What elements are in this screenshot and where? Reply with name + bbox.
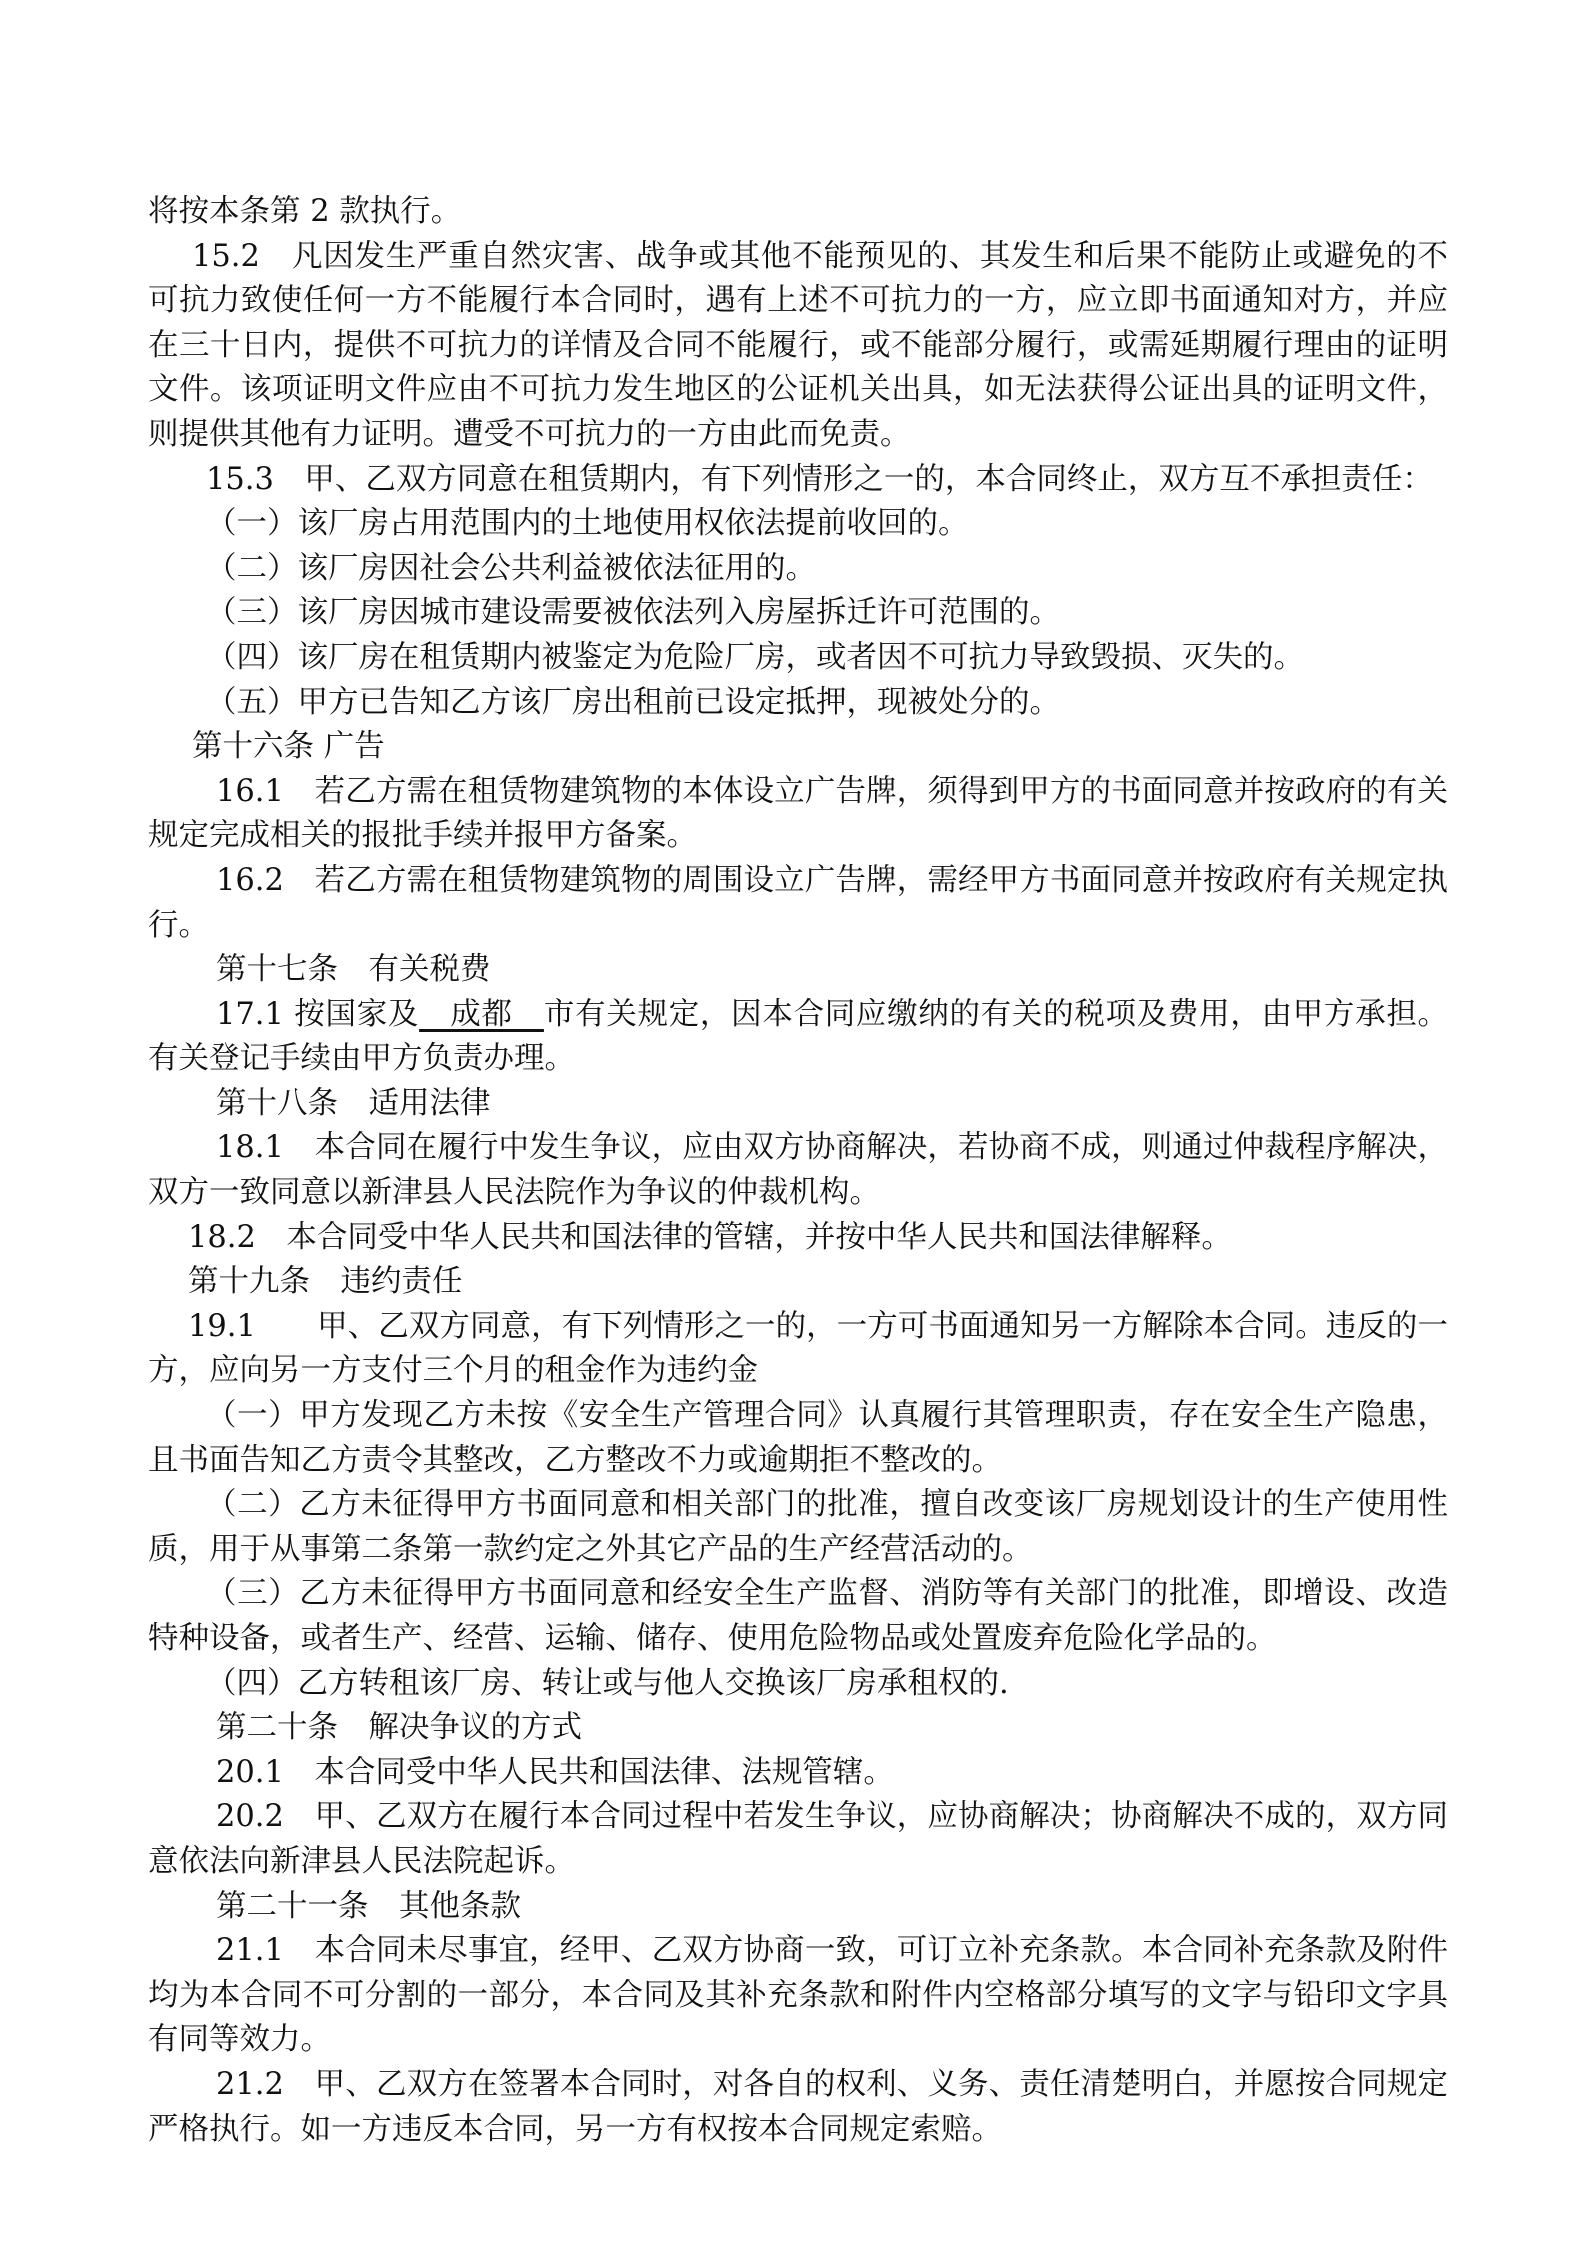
article-19-heading: 第十九条 违约责任 [188,1264,463,1300]
clause-19-1-item-3: （三）乙方未征得甲方书面同意和经安全生产监督、消防等有关部门的批准，即增设、改造特种设备，或者生产、经营、运输、储存、使用危险物品或处置废弃危险化学品的。 [148,1576,1448,1656]
contract-body [148,190,1448,2152]
clause-15-3: 15.3 甲、乙双方同意在租赁期内，有下列情形之一的，本合同终止，双方互不承担责任： [206,461,1433,497]
clause-19-1-item-2: （二）乙方未征得甲方书面同意和相关部门的批准，擅自改变该厂房规划设计的生产使用性质，用于从事第二条第一款约定之外其它产品的生产经营活动的。 [148,1487,1448,1567]
article-16-heading: 第十六条 广告 [192,729,385,765]
clause-18-1: 18.1 本合同在履行中发生争议，应由双方协商解决，若协商不成，则通过仲裁程序解决，双方一致同意以新津县人民法院作为争议的仲裁机构。 [148,1130,1448,1211]
clause-19-1-item-4: （四）乙方转租该厂房、转让或与他人交换该厂房承租权的. [206,1665,1009,1701]
clause-20-2: 20.2 甲、乙双方在履行本合同过程中若发生争议，应协商解决；协商解决不成的，双方同意依法向新津县人民法院起诉。 [148,1799,1448,1879]
clause-15-3-item-5: （五）甲方已告知乙方该厂房出租前已设定抵押，现被处分的。 [206,684,1060,720]
clause-15-2: 15.2 凡因发生严重自然灾害、战争或其他不能预见的、其发生和后果不能防止或避免的不可抗力致使任何一方不能履行本合同时，遇有上述不可抗力的一方，应立即书面通知对方，并应在三十日内，提供不可抗力的详情及合同不能履行，或不能部分履行，或需延期履行理由的证明文件。该项证明文件应由不可抗力发生地区的公证机关出具，如无法获得公证出具的证明文件，则提供其他有力证明。遭受不可抗力的一方由此而免责。 [148,238,1448,452]
clause-17-1 [148,993,1448,1082]
clause-16-2: 16.2 若乙方需在租赁物建筑物的周围设立广告牌，需经甲方书面同意并按政府有关规定执行。 [148,862,1448,943]
article-18-heading: 第十八条 适用法律 [216,1085,491,1121]
clause-17-1-before: 17.1 按国家及 [216,996,420,1032]
clause-15-3-item-2: （二）该厂房因社会公共利益被依法征用的。 [206,550,816,586]
clause-16-1: 16.1 若乙方需在租赁物建筑物的本体设立广告牌，须得到甲方的书面同意并按政府的有关规定完成相关的报批手续并报甲方备案。 [148,773,1448,854]
paragraph-15-1-continuation: 将按本条第 2 款执行。 [148,194,462,229]
clause-15-3-item-3: （三）该厂房因城市建设需要被依法列入房屋拆迁许可范围的。 [206,595,1060,631]
clause-15-3-item-4: （四）该厂房在租赁期内被鉴定为危险厂房，或者因不可抗力导致毁损、灭失的。 [206,639,1304,675]
clause-19-1: 19.1 甲、乙双方同意，有下列情形之一的，一方可书面通知另一方解除本合同。违反的一方，应向另一方支付三个月的租金作为违约金 [148,1308,1448,1389]
clause-21-1: 21.1 本合同未尽事宜，经甲、乙双方协商一致，可订立补充条款。本合同补充条款及附件均为本合同不可分割的一部分，本合同及其补充条款和附件内空格部分填写的文字与铅印文字具有同等效力。 [148,1933,1448,2058]
clause-19-1-item-1: （一）甲方发现乙方未按《安全生产管理合同》认真履行其管理职责，存在安全生产隐患，且书面告知乙方责令其整改，乙方整改不力或逾期拒不整改的。 [148,1398,1448,1478]
city-fill-in: 成都 [419,996,544,1032]
article-21-heading: 第二十一条 其他条款 [216,1888,521,1924]
article-17-heading: 第十七条 有关税费 [216,952,491,988]
clause-15-3-item-1: （一）该厂房占用范围内的土地使用权依法提前收回的。 [206,506,969,542]
article-20-heading: 第二十条 解决争议的方式 [216,1710,582,1746]
clause-18-2: 18.2 本合同受中华人民共和国法律的管辖，并按中华人民共和国法律解释。 [188,1219,1232,1255]
clause-17-1-after: 市有关规定，因本合同应缴纳的有关的税项及费用，由甲方承担。有关登记手续由甲方负责办理。 [148,996,1449,1077]
clause-21-2: 21.2 甲、乙双方在签署本合同时，对各自的权利、义务、责任清楚明白，并愿按合同规定严格执行。如一方违反本合同，另一方有权按本合同规定索赔。 [148,2066,1448,2147]
clause-20-1: 20.1 本合同受中华人民共和国法律、法规管辖。 [216,1754,894,1790]
